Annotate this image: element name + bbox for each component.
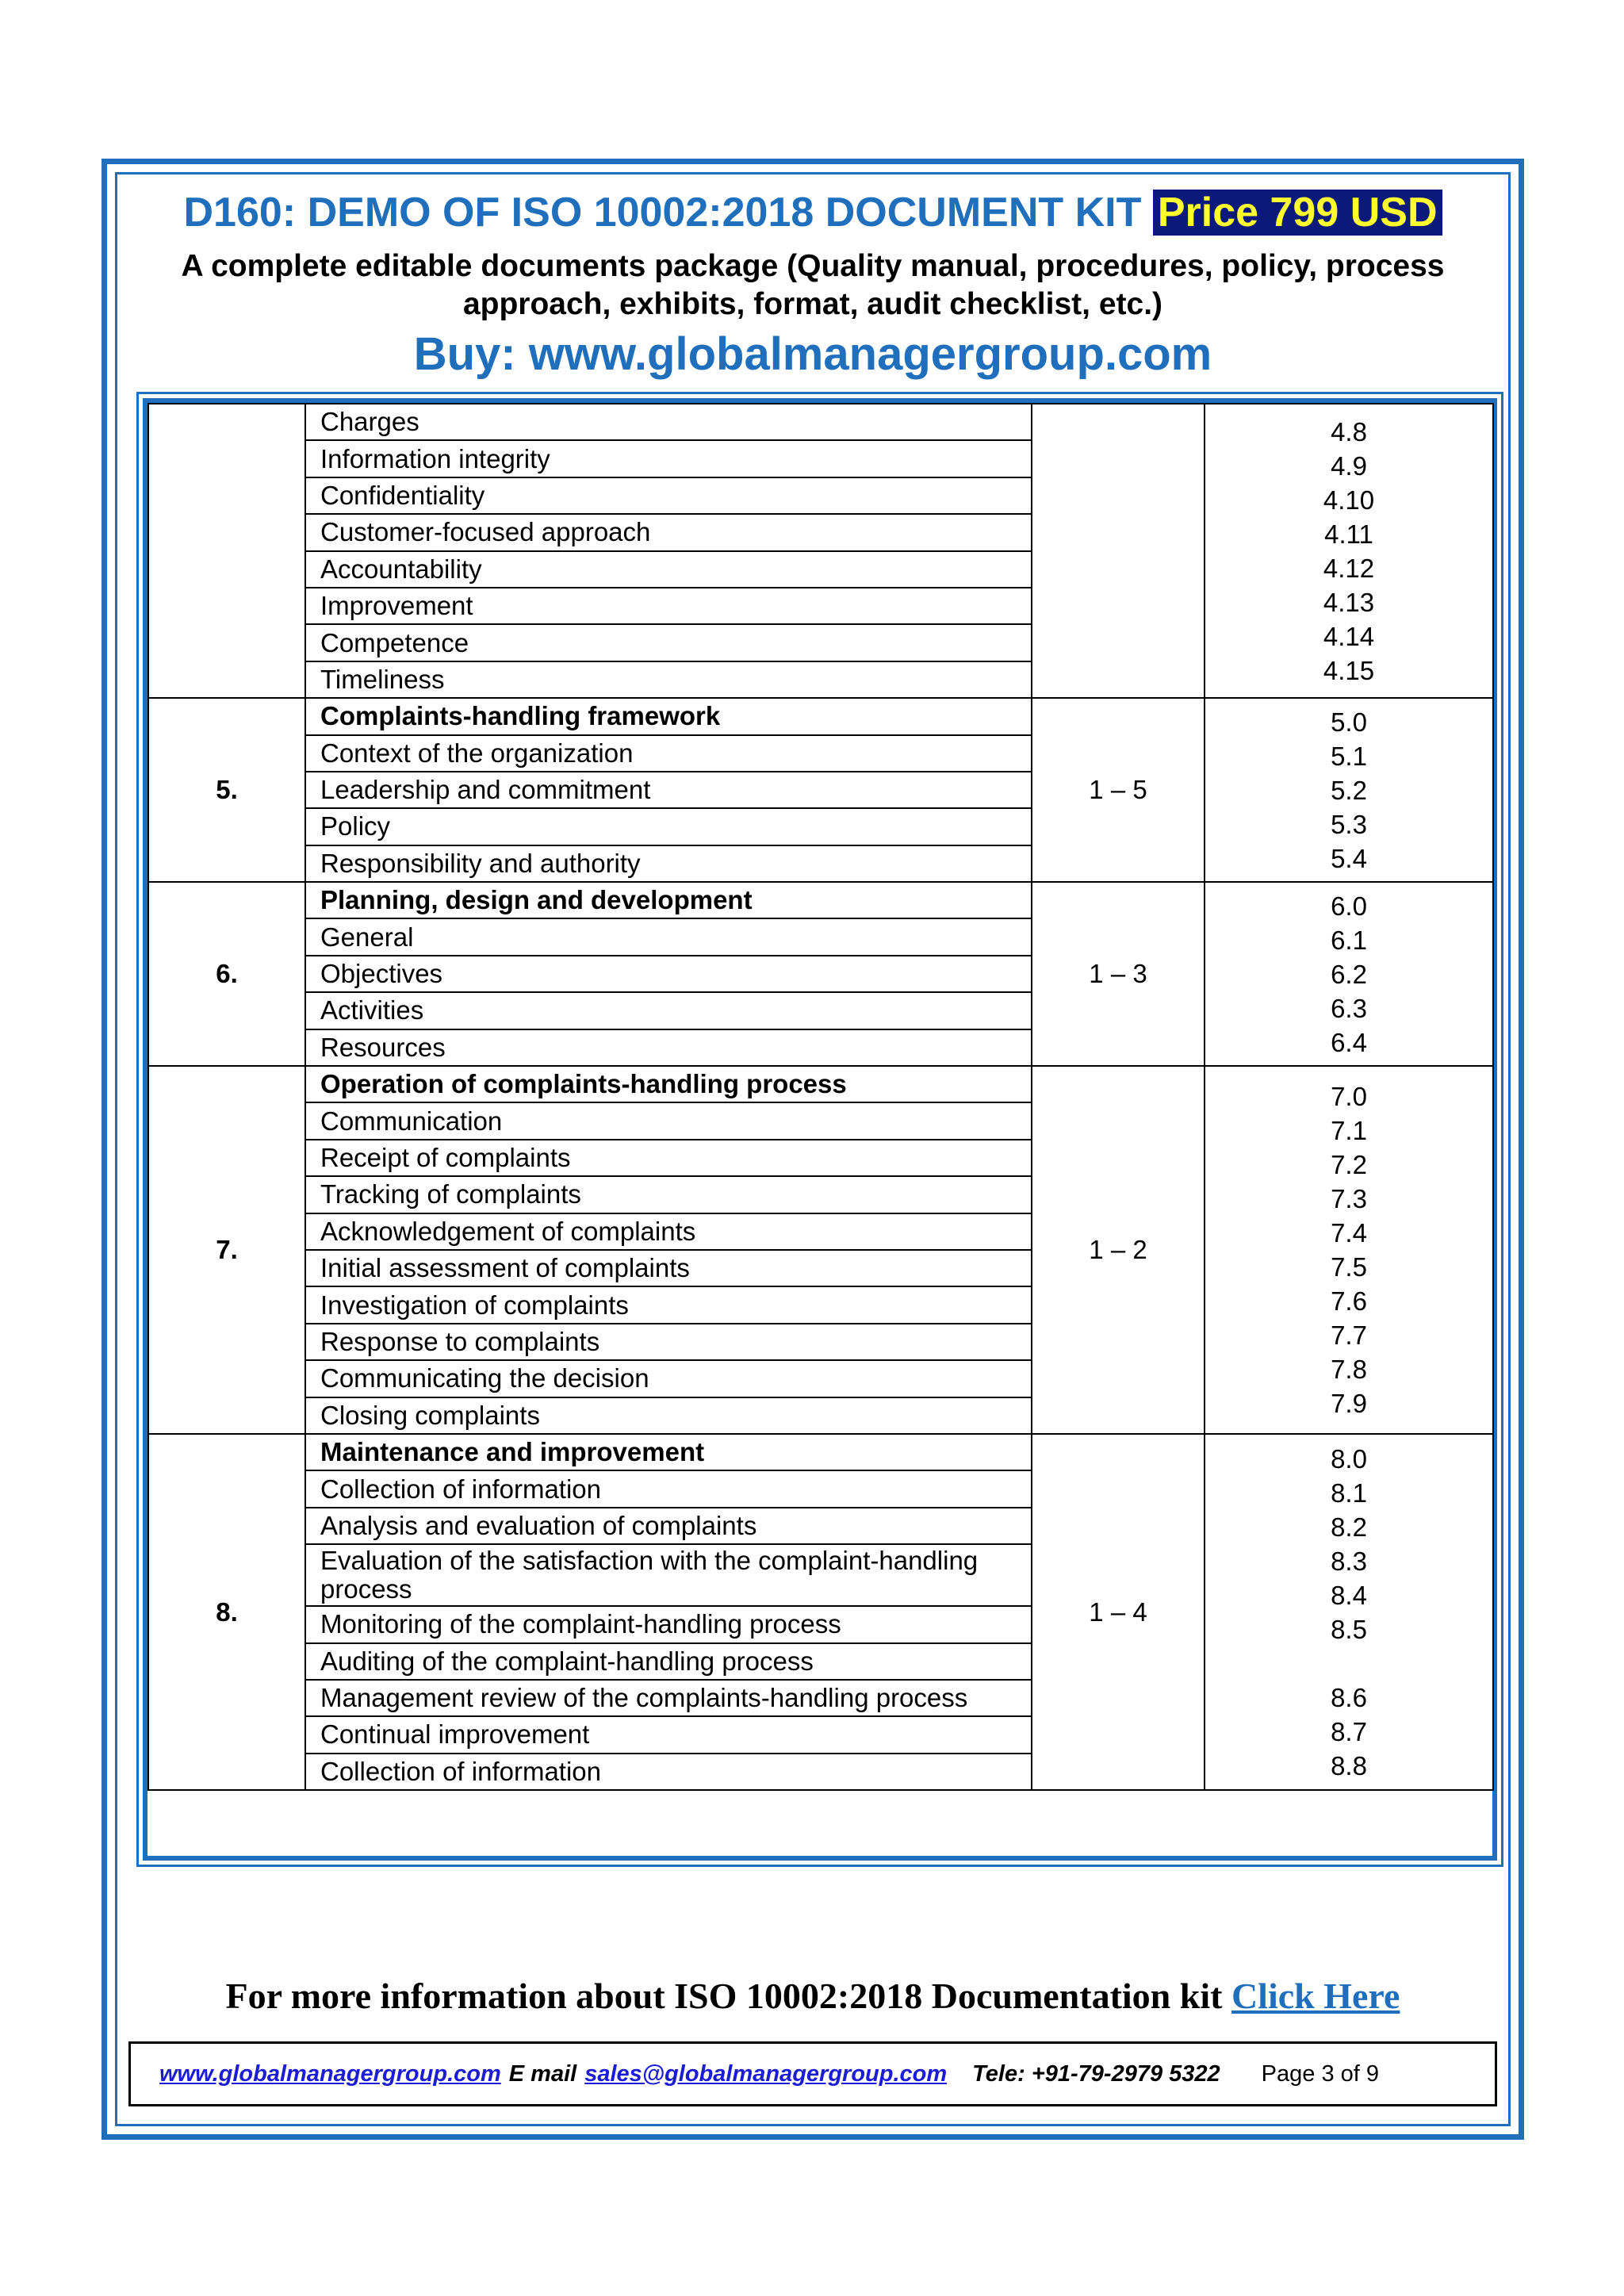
section-item: Management review of the complaints-handling process: [305, 1680, 1032, 1716]
clause-number: 5.0: [1331, 707, 1367, 737]
section-item: Monitoring of the complaint-handling process: [305, 1606, 1032, 1642]
footer-page-number: Page 3 of 9: [1261, 2060, 1380, 2087]
section-clauses: [1205, 1434, 1493, 1790]
clause-number: 4.8: [1331, 416, 1367, 447]
clause-number: 8.2: [1331, 1512, 1367, 1542]
section-pages: 1 – 2: [1032, 1066, 1205, 1434]
section-clauses: [1205, 698, 1493, 882]
section-heading: Planning, design and development: [305, 882, 1032, 918]
section-item: Analysis and evaluation of complaints: [305, 1508, 1032, 1544]
clause-number: 7.3: [1331, 1183, 1367, 1213]
clause-number: 8.5: [1331, 1614, 1367, 1644]
clause-number: 7.7: [1331, 1320, 1367, 1350]
section-heading: Operation of complaints-handling process: [305, 1066, 1032, 1102]
clause-number: 8.7: [1331, 1716, 1367, 1746]
section-pages: [1032, 404, 1205, 698]
more-info-text: For more information about ISO 10002:2018 Documentation kit: [225, 1976, 1223, 2016]
section-item: Objectives: [305, 956, 1032, 992]
table-row: [148, 698, 1493, 734]
clause-number: 5.1: [1331, 741, 1367, 771]
section-item: Continual improvement: [305, 1716, 1032, 1753]
section-item: Accountability: [305, 551, 1032, 588]
section-item: Response to complaints: [305, 1324, 1032, 1360]
clause-number: 4.13: [1323, 587, 1375, 617]
section-item: Leadership and commitment: [305, 772, 1032, 808]
clause-number: 6.2: [1331, 959, 1367, 989]
section-item: Charges: [305, 404, 1032, 440]
section-item: Closing complaints: [305, 1397, 1032, 1434]
clause-number: 4.11: [1324, 519, 1373, 549]
section-number: 8.: [148, 1434, 305, 1790]
section-item: Resources: [305, 1029, 1032, 1066]
table-row: [148, 1434, 1493, 1470]
section-item: Information integrity: [305, 440, 1032, 477]
section-item: Context of the organization: [305, 735, 1032, 772]
clause-number: 5.3: [1331, 809, 1367, 839]
buy-link[interactable]: Buy: www.globalmanagergroup.com: [413, 328, 1212, 380]
clause-number: 8.0: [1331, 1443, 1367, 1474]
section-item: Activities: [305, 992, 1032, 1029]
price-badge: Price 799 USD: [1153, 190, 1442, 236]
document-header: [119, 184, 1507, 382]
clause-number: 7.9: [1331, 1388, 1367, 1418]
clause-number: 8.3: [1331, 1546, 1367, 1576]
section-item: Receipt of complaints: [305, 1140, 1032, 1176]
section-item: Tracking of complaints: [305, 1176, 1032, 1213]
section-item: Timeliness: [305, 661, 1032, 698]
click-here-link[interactable]: Click Here: [1231, 1976, 1400, 2016]
clause-number: 4.9: [1331, 450, 1367, 481]
title-text: D160: DEMO OF ISO 10002:2018 DOCUMENT KIT: [183, 190, 1142, 236]
clause-number: 5.4: [1331, 843, 1367, 873]
section-pages: 1 – 5: [1032, 698, 1205, 882]
clause-number: 6.0: [1331, 891, 1367, 921]
section-item: Customer-focused approach: [305, 514, 1032, 550]
clause-number: 6.1: [1331, 925, 1367, 955]
clause-number: 7.1: [1331, 1115, 1367, 1145]
section-item: Collection of information: [305, 1754, 1032, 1790]
section-item: Initial assessment of complaints: [305, 1250, 1032, 1286]
contents-table: [147, 403, 1494, 1791]
section-number: 7.: [148, 1066, 305, 1434]
section-pages: 1 – 4: [1032, 1434, 1205, 1790]
clause-number: 5.2: [1331, 775, 1367, 805]
section-number: [148, 404, 305, 698]
section-item: Evaluation of the satisfaction with the complaint-handling process: [305, 1544, 1032, 1606]
section-number: 6.: [148, 882, 305, 1066]
section-item: Improvement: [305, 588, 1032, 624]
clause-number: 8.6: [1331, 1682, 1367, 1712]
clause-number: 6.3: [1331, 993, 1367, 1023]
clause-number: 7.2: [1331, 1149, 1367, 1179]
clause-number: 7.4: [1331, 1217, 1367, 1248]
footer-email-label: E mail: [508, 2060, 577, 2087]
clause-number: 4.12: [1323, 553, 1375, 583]
clause-number: 4.10: [1323, 485, 1375, 515]
clause-number: 4.15: [1323, 655, 1375, 685]
subtitle: [119, 247, 1507, 324]
subtitle-line-2: approach, exhibits, format, audit checklist, etc.): [462, 287, 1163, 321]
section-item: Policy: [305, 808, 1032, 845]
section-clauses: [1205, 882, 1493, 1066]
footer-telephone: Tele: +91-79-2979 5322: [972, 2060, 1220, 2087]
clause-number: [1205, 1646, 1492, 1681]
section-item: Auditing of the complaint-handling process: [305, 1643, 1032, 1680]
section-item: Collection of information: [305, 1470, 1032, 1507]
clause-number: 7.5: [1331, 1251, 1367, 1282]
section-item: Communicating the decision: [305, 1360, 1032, 1397]
table-row: [148, 1066, 1493, 1102]
clause-number: 8.1: [1331, 1478, 1367, 1508]
clause-number: 7.6: [1331, 1286, 1367, 1316]
table-row: [148, 882, 1493, 918]
section-item: Acknowledgement of complaints: [305, 1213, 1032, 1250]
section-clauses: [1205, 404, 1493, 698]
section-item: Communication: [305, 1102, 1032, 1139]
clause-number: 7.8: [1331, 1354, 1367, 1384]
clause-number: 4.14: [1323, 621, 1375, 651]
section-pages: 1 – 3: [1032, 882, 1205, 1066]
contents-table-body: [148, 404, 1493, 1790]
table-row: [148, 404, 1493, 440]
clause-number: 8.8: [1331, 1750, 1367, 1780]
footer: [128, 2041, 1497, 2106]
clause-number: 6.4: [1331, 1027, 1367, 1057]
footer-email-link[interactable]: sales@globalmanagergroup.com: [584, 2060, 948, 2087]
clause-number: 7.0: [1331, 1081, 1367, 1111]
section-item: Confidentiality: [305, 477, 1032, 514]
document-title: [119, 184, 1507, 241]
section-item: Competence: [305, 624, 1032, 661]
more-info: [119, 1975, 1507, 2017]
footer-website-link[interactable]: www.globalmanagergroup.com: [159, 2060, 501, 2087]
subtitle-line-1: A complete editable documents package (Quality manual, procedures, policy, process: [181, 249, 1445, 283]
section-item: Investigation of complaints: [305, 1286, 1032, 1323]
clause-number: 8.4: [1331, 1580, 1367, 1610]
section-item: Responsibility and authority: [305, 845, 1032, 882]
section-clauses: [1205, 1066, 1493, 1434]
section-heading: Complaints-handling framework: [305, 698, 1032, 734]
section-number: 5.: [148, 698, 305, 882]
section-heading: Maintenance and improvement: [305, 1434, 1032, 1470]
section-item: General: [305, 918, 1032, 955]
